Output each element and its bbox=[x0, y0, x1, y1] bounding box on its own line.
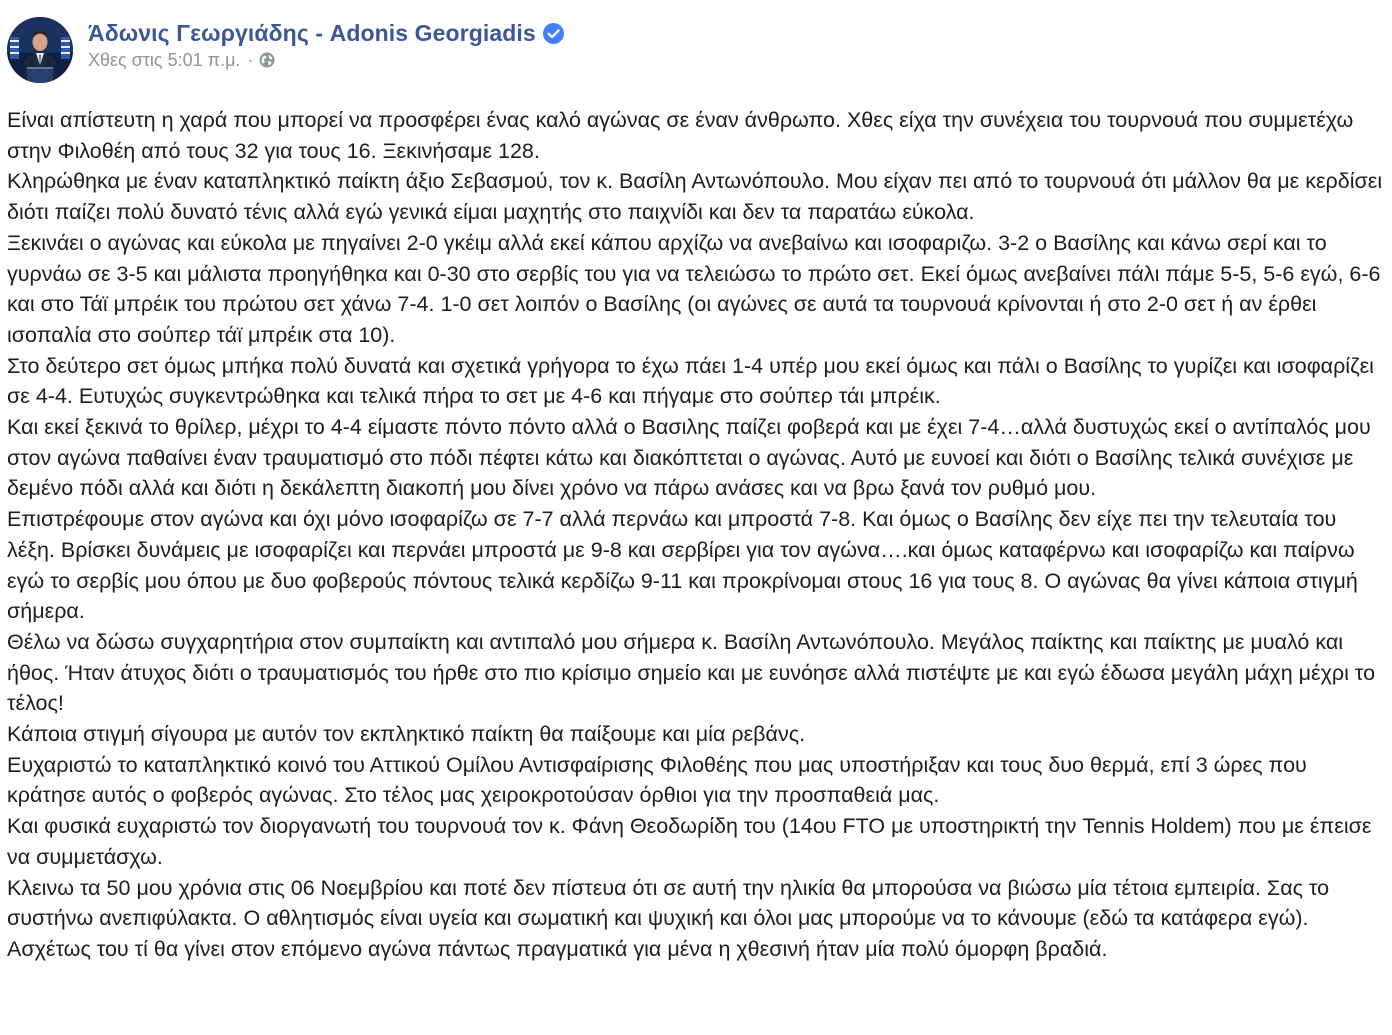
post-paragraph: Στο δεύτερο σετ όμως μπήκα πολύ δυνατά και σχετικά γρήγορα το έχω πάει 1-4 υπέρ μου εκεί όμως και πάλι ο Βασίλης το γυρίζει και ισοφαρίζει σε 4-4. Ευτυχώς συγκεντρώθηκα και τελικά πήρα το σετ με 4-6 και πήγαμε στο σούπερ τάι μπρέικ. bbox=[7, 353, 1374, 409]
post-paragraph: Και εκεί ξεκινά το θρίλερ, μέχρι το 4-4 είμαστε πόντο πόντο αλλά ο Βασιλης παίζει φοβερά και με έχει 7-4…αλλά δυστυχώς εκεί ο αντίπαλός μου στον αγώνα παθαίνει έναν τραυματισμό στο πόδι πέφτει κάτω και διακόπτεται ο αγώνας. Αυτό με ευνοεί και διότι ο Βασίλης τελικά συνέχισε με δεμένο πόδι αλλά και διότι η δεκάλεπτη διακοπή μου δίνει χρόνο να πάρω ανάσες και να βρω ξανά τον ρυθμό μου. bbox=[7, 415, 1371, 501]
post-paragraph: Θέλω να δώσω συγχαρητήρια στον συμπαίκτη και αντιπαλό μου σήμερα κ. Βασίλη Αντωνόπουλο. Μεγάλος παίκτης και παίκτης με μυαλό και ήθος. Ήταν άτυχος διότι ο τραυματισμός του ήρθε στο πιο κρίσιμο σημείο και με ευνόησε αλλά πιστέψτε με και εγώ έδωσα μεγάλη μάχη μέχρι το τέλος! bbox=[7, 629, 1376, 716]
post-header bbox=[7, 17, 564, 83]
globe-icon[interactable] bbox=[259, 52, 275, 68]
avatar[interactable] bbox=[7, 17, 73, 83]
post-paragraph: Και φυσικά ευχαριστώ τον διοργανωτή του τουρνουά τον κ. Φάνη Θεοδωρίδη του (14ου FTO με υποστηρικτή την Tennis Holdem) που με έπεισε να συμμετάσχω. bbox=[7, 814, 1372, 869]
post-paragraph: Ξεκινάει ο αγώνας και εύκολα με πηγαίνει 2-0 γκέιμ αλλά εκεί κάπου αρχίζω να ανεβαίνω και ισοφαριζω. 3-2 ο Βασίλης και κάνω σερί και το γυρνάω σε 3-5 και μάλιστα προηγήθηκα και 0-30 στο σερβίς του για να τελειώσω το πρώτο σετ. Εκεί όμως ανεβαίνει πάλι πάμε 5-5, 5-6 εγώ, 6-6 και στο Τάϊ μπρέικ του πρώτου σετ χάνω 7-4. 1-0 σετ λοιπόν ο Βασίλης (οι αγώνες σε αυτά τα τουρνουά κρίνονται ή στο 2-0 σετ ή αν έρθει ισοπαλία στο σούπερ τάϊ μπρέικ στα 10). bbox=[7, 230, 1381, 347]
post-body bbox=[7, 105, 1387, 965]
post-paragraph: Επιστρέφουμε στον αγώνα και όχι μόνο ισοφαρίζω σε 7-7 αλλά περνάω και μπροστά 7-8. Και όμως ο Βασίλης δεν είχε πει την τελευταία του λέξη. Βρίσκει δυνάμεις με ισοφαρίζει και περνάει μπροστά με 9-8 και σερβίρει για τον αγώνα….και όμως καταφέρνω και ισοφαρίζω και παίρνω εγώ το σερβίς μου όπου με δυο φοβερούς πόντους τελικά κερδίζω 9-11 και προκρίνομαι στους 16 για τους 8. Ο αγώνας θα γίνει κάποια στιγμή σήμερα. bbox=[7, 507, 1358, 624]
post-paragraph: Είναι απίστευτη η χαρά που μπορεί να προσφέρει ένας καλό αγώνας σε έναν άνθρωπο. Χθες είχα την συνέχεια του τουρνουά που συμμετέχω στην Φιλοθέη από τους 32 για τους 16. Ξεκινήσαμε 128. bbox=[7, 108, 1354, 163]
meta-separator: · bbox=[247, 49, 254, 70]
header-text bbox=[88, 17, 564, 73]
post-timestamp[interactable]: Χθες στις 5:01 π.μ. bbox=[88, 49, 241, 70]
post-paragraph: Κληρώθηκα με έναν καταπληκτικό παίκτη άξιο Σεβασμού, τον κ. Βασίλη Αντωνόπουλο. Μου είχαν πει από το τουρνουά ότι μάλλον θα με κερδίσει διότι παίζει πολύ δυνατό τένις αλλά εγώ γενικά είμαι μαχητής στο παιχνίδι και δεν τα παρατάω εύκολα. bbox=[7, 169, 1383, 225]
verified-badge-icon bbox=[543, 23, 564, 44]
post-paragraph: Ευχαριστώ το καταπληκτικό κοινό του Αττικού Ομίλου Αντισφαίρισης Φιλοθέης που μας υποστήριξαν και τους δυο θερμά, επί 3 ώρες που κράτησε αυτός ο φοβερός αγώνας. Στο τέλος μας χειροκροτούσαν όρθιοι για την προσπαθειά μας. bbox=[7, 752, 1307, 808]
post-paragraph: Κλεινω τα 50 μου χρόνια στις 06 Νοεμβρίου και ποτέ δεν πίστευα ότι σε αυτή την ηλικία θα μπορούσα να βιώσω μία τέτοια εμπειρία. Σας το συστήνω ανεπιφύλακτα. Ο αθλητισμός είναι υγεία και σωματική και ψυχική και όλοι μας μπορούμε να το κάνουμε (εδώ τα κατάφερα εγώ). bbox=[7, 875, 1330, 931]
post-paragraph: Ασχέτως του τί θα γίνει στον επόμενο αγώνα πάντως πραγματικά για μένα η χθεσινή ήταν μία πολύ όμορφη βραδιά. bbox=[7, 936, 1108, 961]
author-name[interactable]: Άδωνις Γεωργιάδης - Adonis Georgiadis bbox=[88, 19, 536, 46]
avatar-photo bbox=[7, 17, 73, 83]
meta-row bbox=[88, 47, 564, 73]
name-row bbox=[88, 17, 564, 49]
post-paragraph: Κάποια στιγμή σίγουρα με αυτόν τον εκπληκτικό παίκτη θα παίξουμε και μία ρεβάνς. bbox=[7, 722, 806, 747]
